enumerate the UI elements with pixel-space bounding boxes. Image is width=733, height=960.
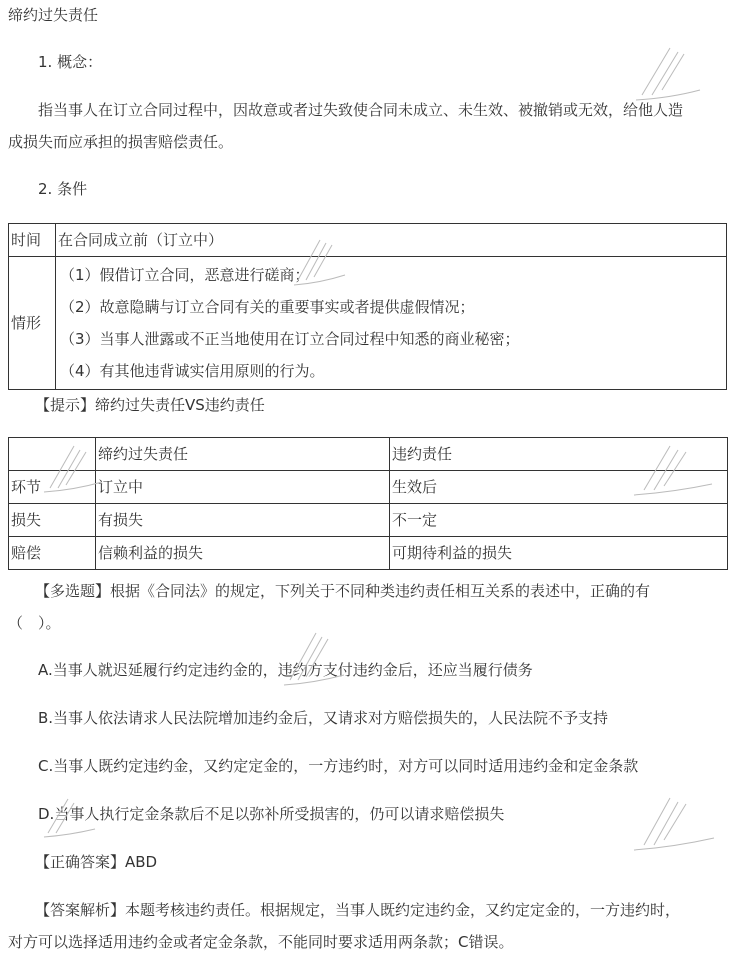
table-cell: 可期待利益的损失 [390, 537, 728, 570]
answer-text: 【正确答案】ABD [35, 853, 158, 871]
header-cell: 违约责任 [390, 438, 728, 471]
situation-label: 情形 [9, 257, 56, 390]
table-cell: 不一定 [390, 504, 728, 537]
watermark-icon [630, 790, 720, 860]
table-cell: 信赖利益的损失 [96, 537, 390, 570]
table-row [9, 504, 728, 537]
question-text-line2: （ ）。 [8, 614, 61, 632]
table-cell: 损失 [9, 504, 96, 537]
table-cell: 环节 [9, 471, 96, 504]
header-cell: 缔约过失责任 [96, 438, 390, 471]
compare-table [8, 437, 728, 570]
concept-heading: 1. 概念： [38, 53, 103, 71]
concept-text-line1: 指当事人在订立合同过程中，因故意或者过失致使合同未成立、未生效、被撤销或无效，给他人造 [38, 101, 684, 119]
table-cell: 赔偿 [9, 537, 96, 570]
table-row [9, 537, 728, 570]
time-label: 时间 [9, 224, 56, 257]
table-row [9, 257, 727, 390]
table-row [9, 224, 727, 257]
table-row [9, 471, 728, 504]
analysis-text-line2: 对方可以选择适用违约金或者定金条款，不能同时要求适用两条款；C错误。 [8, 933, 514, 951]
table-header-row [9, 438, 728, 471]
table-cell: 订立中 [96, 471, 390, 504]
list-item: （3）当事人泄露或不正当地使用在订立合同过程中知悉的商业秘密； [60, 330, 520, 348]
option-b: B.当事人依法请求人民法院增加违约金后，又请求对方赔偿损失的，人民法院不予支持 [38, 709, 609, 727]
table-cell: 生效后 [390, 471, 728, 504]
analysis-text-line1: 【答案解析】本题考核违约责任。根据规定，当事人既约定违约金，又约定定金的，一方违约时， [35, 901, 681, 919]
option-c: C.当事人既约定违约金，又约定定金的，一方违约时，对方可以同时适用违约金和定金条款 [38, 757, 639, 775]
header-cell [9, 438, 96, 471]
concept-text-line2: 成损失而应承担的损害赔偿责任。 [8, 133, 234, 151]
time-value: 在合同成立前（订立中） [56, 224, 727, 257]
list-item: （1）假借订立合同，恶意进行磋商； [60, 266, 310, 284]
tip-text: 【提示】缔约过失责任VS违约责任 [35, 396, 265, 414]
conditions-heading: 2. 条件 [38, 180, 88, 198]
option-a: A.当事人就迟延履行约定违约金的，违约方支付违约金后，还应当履行债务 [38, 661, 533, 679]
conditions-table [8, 223, 727, 390]
situation-list [56, 257, 727, 390]
table-cell: 有损失 [96, 504, 390, 537]
list-item: （2）故意隐瞒与订立合同有关的重要事实或者提供虚假情况； [60, 298, 475, 316]
page-title: 缔约过失责任 [8, 6, 99, 24]
question-text-line1: 【多选题】根据《合同法》的规定，下列关于不同种类违约责任相互关系的表述中，正确的有 [35, 582, 651, 600]
list-item: （4）有其他违背诚实信用原则的行为。 [60, 362, 325, 380]
option-d: D.当事人执行定金条款后不足以弥补所受损害的，仍可以请求赔偿损失 [38, 805, 505, 823]
